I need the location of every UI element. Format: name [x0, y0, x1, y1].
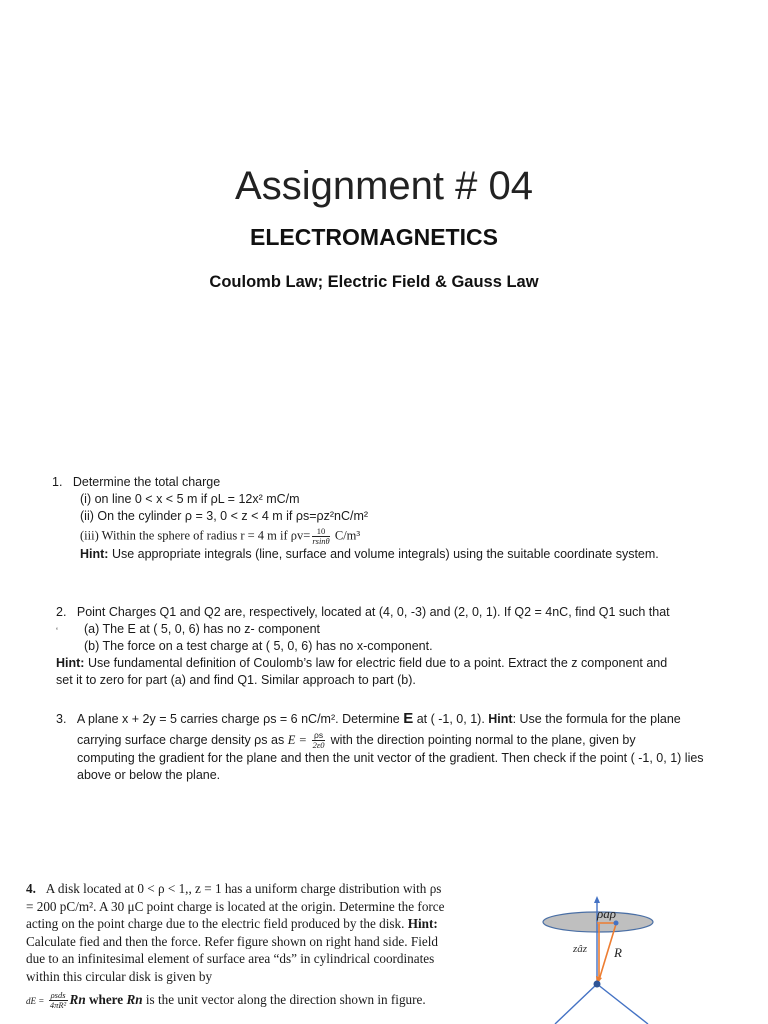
- q4-line4: Calculate fied and then the force. Refer figure shown on right hand side. Field: [26, 933, 438, 949]
- x-axis-line: [555, 984, 597, 1024]
- q3-bold-e: E: [403, 710, 414, 727]
- q2-hint-line2: set it to zero for part (a) and find Q1. Similar approach to part (b).: [56, 673, 416, 687]
- q4-equation-tail: is the unit vector along the direction shown in figure.: [142, 992, 426, 1007]
- q3-point: at ( -1, 0, 1).: [413, 712, 489, 726]
- q3-line3: computing the gradient for the plane and then the unit vector of the gradient. Then check if the point ( -1, 0, 1) lies: [77, 751, 704, 765]
- q2-part-a-text: (a) The E at ( 5, 0, 6) has no z- component: [84, 622, 320, 636]
- assignment-title: Assignment # 04: [235, 164, 533, 208]
- q4-equation-lhs: dE =: [26, 996, 47, 1006]
- q3-equation-lhs: E =: [287, 732, 311, 747]
- q3-fraction-numerator: ρs: [314, 730, 324, 740]
- q4-line1: A disk located at 0 < ρ < 1,, z = 1 has a uniform charge distribution with ρs: [45, 881, 442, 896]
- question-3: [56, 710, 761, 784]
- q4-fraction-denominator: 4πR²: [49, 1000, 67, 1011]
- q4-line2: = 200 pC/m². A 30 μC point charge is located at the origin. Determine the force: [26, 898, 445, 914]
- z-label: zâz: [573, 943, 588, 955]
- q2-hint-label: Hint:: [56, 656, 85, 670]
- q4-hint-label: Hint:: [407, 916, 438, 931]
- q2-bullet: ‘: [56, 626, 58, 636]
- question-1: [52, 474, 752, 563]
- q3-line2-tail: with the direction pointing normal to the plane, given by: [327, 732, 636, 747]
- q3-fraction-denominator: 2ε0: [312, 740, 325, 750]
- q4-line5: due to an infinitesimal element of surface area “ds” in cylindrical coordinates: [26, 951, 435, 966]
- q2-hint: [56, 655, 756, 672]
- q1-number: 1.: [52, 475, 63, 489]
- subject-heading: ELECTROMAGNETICS: [250, 224, 498, 250]
- q2-part-b: (b) The force on a test charge at ( 5, 0, 6) has no x-component.: [84, 639, 433, 653]
- surface-element-point: [614, 921, 619, 926]
- q1-part-iii-text: (iii) Within the sphere of radius r = 4 m if ρv=: [80, 528, 311, 543]
- q1-fraction: [312, 527, 329, 546]
- disk-figure: [530, 890, 768, 1024]
- q2-hint-line1: Use fundamental definition of Coulomb’s law for electric field due to a point. Extract the z component and: [84, 656, 668, 670]
- q1-fraction-numerator: 10: [312, 527, 329, 537]
- q4-line3: acting on the point charge due to the electric field produced by the disk.: [26, 916, 408, 931]
- q3-line2-text: carrying surface charge density ρs as: [77, 732, 288, 747]
- q3-line2: [56, 731, 761, 750]
- q1-part-ii: (ii) On the cylinder ρ = 3, 0 < z < 4 m if ρs=ρz²nC/m²: [80, 509, 369, 523]
- q3-line4: above or below the plane.: [77, 768, 221, 782]
- q3-hint-text: : Use the formula for the plane: [512, 712, 681, 726]
- q3-hint-label: Hint: [488, 712, 513, 726]
- q1-fraction-denominator: rsinθ: [312, 536, 330, 546]
- q4-line6: within this circular disk is given by: [26, 968, 213, 984]
- q4-unit-vector: Rn: [69, 992, 86, 1007]
- q4-equation: [26, 991, 515, 1011]
- q4-fraction: [49, 991, 68, 1010]
- origin-point-charge: [594, 981, 601, 988]
- q1-part-i: (i) on line 0 < x < 5 m if ρL = 12x² mC/m: [80, 492, 300, 506]
- q3-number: 3.: [56, 712, 67, 726]
- r-label: R: [614, 945, 622, 960]
- q1-part-iii: [52, 527, 752, 546]
- q3-line1: A plane x + 2y = 5 carries charge ρs = 6 nC/m². Determine: [76, 712, 404, 726]
- z-axis-arrowhead: [594, 896, 600, 903]
- q1-part-iii-unit: C/m³: [331, 528, 361, 543]
- y-axis-line: [597, 984, 648, 1024]
- q2-part-a: [56, 621, 756, 638]
- q1-hint: [52, 546, 752, 563]
- q1-text: Determine the total charge: [72, 475, 221, 489]
- q2-text: Point Charges Q1 and Q2 are, respectively, located at (4, 0, -3) and (2, 0, 1). If Q2 = 4nC, find Q1 such that: [76, 605, 670, 619]
- question-4: [26, 880, 515, 1011]
- q4-unit-vector-ref: Rn: [126, 992, 143, 1007]
- q4-fraction-numerator: ρsds: [50, 990, 66, 1001]
- q1-hint-label: Hint:: [80, 547, 109, 561]
- topic-subheading: Coulomb Law; Electric Field & Gauss Law: [209, 273, 539, 291]
- q4-number: 4.: [26, 881, 36, 896]
- q1-hint-text: Use appropriate integrals (line, surface and volume integrals) using the suitable coordinate system.: [108, 547, 659, 561]
- rho-label: ρaρ: [597, 906, 616, 921]
- question-2: [56, 604, 756, 689]
- q4-where: where: [85, 992, 127, 1007]
- q3-fraction: [312, 731, 325, 750]
- q2-number: 2.: [56, 605, 67, 619]
